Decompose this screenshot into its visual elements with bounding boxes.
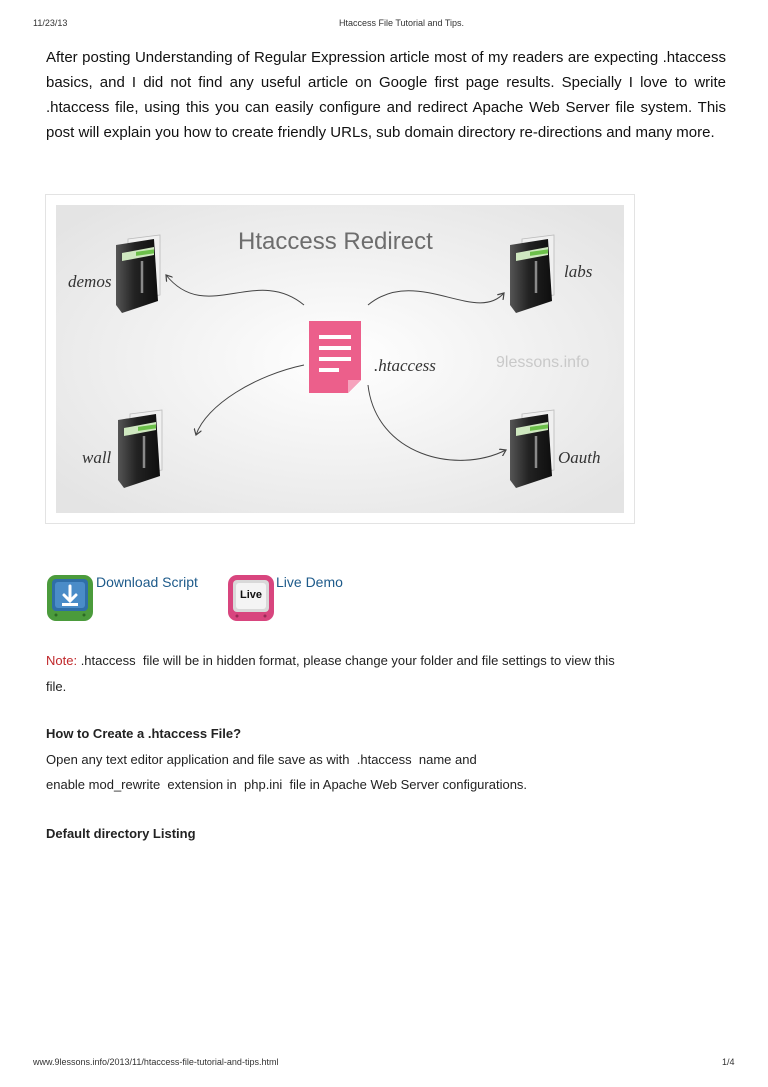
footer-page-number: 1/4 <box>722 1057 735 1067</box>
live-demo-icon-button[interactable] <box>227 574 275 622</box>
note-text-continued: file. <box>46 679 67 694</box>
live-badge-text: Live <box>239 589 262 601</box>
htaccess-document-icon <box>309 321 361 393</box>
folder-label-oauth: Oauth <box>558 448 601 467</box>
live-demo-link[interactable]: Live Demo <box>276 574 343 590</box>
download-icon-button[interactable] <box>46 574 94 622</box>
note-line <box>46 653 736 668</box>
section-heading-create-htaccess: How to Create a .htaccess File? <box>46 726 242 741</box>
redirect-diagram <box>56 205 624 513</box>
folder-icon-demos <box>116 235 160 313</box>
htaccess-redirect-figure <box>45 194 635 524</box>
folder-label-demos: demos <box>68 272 112 291</box>
folder-icon-labs <box>510 235 554 313</box>
folder-icon-oauth <box>510 410 554 488</box>
download-icon <box>46 574 94 622</box>
section-text-line-2: enable mod_rewrite extension in php.ini file in Apache Web Server configurations. <box>46 777 528 792</box>
section-text-line-1: Open any text editor application and file save as with .htaccess name and <box>46 752 477 767</box>
watermark-text: 9lessons.info <box>496 354 590 371</box>
intro-paragraph: After posting Understanding of Regular Expression article most of my readers are expecting .htaccess basics, and I did not find any useful article on Google first page results. Specially I love to write .htaccess file, using this you can easily configure and redirect Apache Web Server file system. This post will explain you how to create friendly URLs, sub domain directory re-directions and many more. <box>46 49 726 141</box>
section-heading-directory-listing: Default directory Listing <box>46 826 196 841</box>
htaccess-label: .htaccess <box>374 356 436 375</box>
note-label: Note: <box>46 653 78 668</box>
folder-icon-wall <box>118 410 162 488</box>
figure-title: Htaccess Redirect <box>238 228 433 255</box>
footer-url: www.9lessons.info/2013/11/htaccess-file-tutorial-and-tips.html <box>33 1057 279 1067</box>
folder-label-wall: wall <box>82 448 112 467</box>
folder-label-labs: labs <box>564 262 593 281</box>
header-date: 11/23/13 <box>33 18 68 28</box>
header-title: Htaccess File Tutorial and Tips. <box>339 18 465 28</box>
download-script-link[interactable]: Download Script <box>96 574 198 590</box>
note-text: .htaccess file will be in hidden format, please change your folder and file settings to view this <box>77 653 615 668</box>
